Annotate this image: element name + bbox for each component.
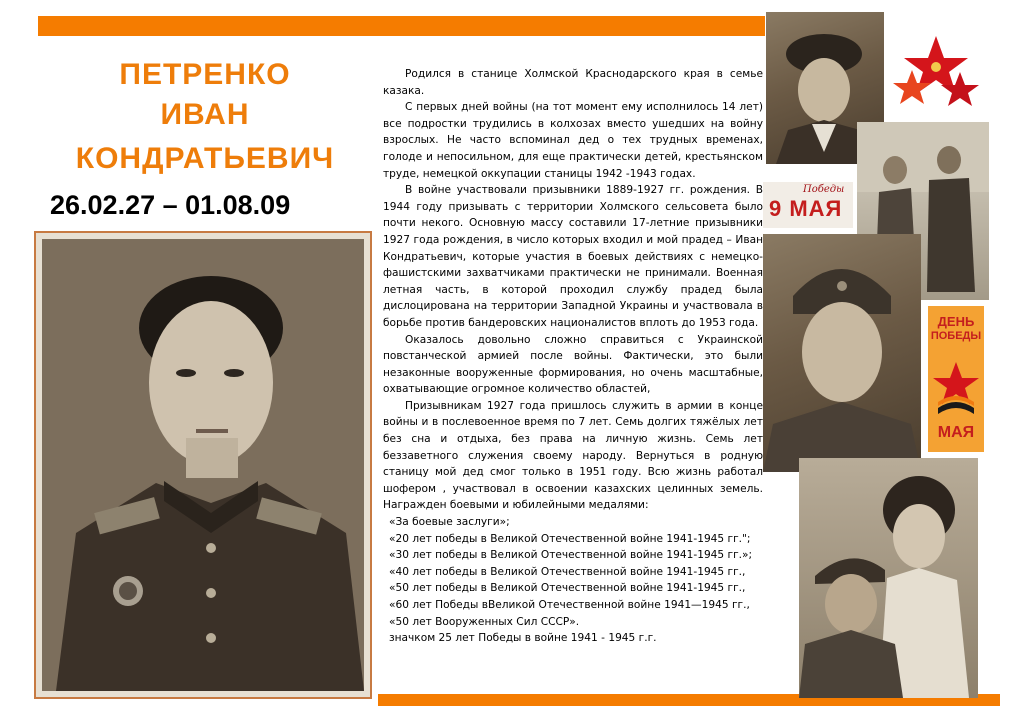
victory-day-bottom: МАЯ (937, 424, 975, 441)
victory-day-line2: ПОБЕДЫ (930, 330, 982, 342)
life-dates: 26.02.27 – 01.08.09 (50, 190, 291, 220)
medal-item: «За боевые заслуги»; (389, 516, 510, 529)
victory-day-line1: ДЕНЬ (937, 314, 975, 329)
biography-paragraph-2: С первых дней войны (на тот момент ему исполнилось 14 лет) все подростки трудились в колхозах вместо ушедших на войну взрослых. Не часто вспоминал дед о тех трудных временах, голоде и непосильном, для еще практически детей, крестьянском труде, немецкой оккупации станицы 1942 -1943 годах. (383, 101, 763, 180)
soldier-star-hat-drawing (763, 234, 921, 472)
nine-may-text: 9 МАЯ (769, 196, 843, 221)
name-first: ИВАН (160, 98, 250, 131)
photo-couple (799, 458, 978, 698)
star-ribbon-icon (928, 358, 984, 418)
medal-item: «50 лет Вооруженных Сил СССР». (389, 615, 580, 628)
star-icon (890, 30, 982, 112)
biography-paragraph-3: В войне участвовали призывники 1889-1927 гг. рождения. В 1944 году призывать с территории Холмского сельсовета было почти некого. Основную массу составили 17-летние призывники 1927 года рождения, в число которых входил и мой прадед – Иван Кондратьевич, которые участия в боевых действиях с немецко-фашистскими захватчиками практически не принимали. Военная летная часть, в которой проходил службу прадед была дислоцирована на территории Западной Украины и участвовала в борьбе против бандеровских националистов вплоть до 1953 года. (383, 184, 763, 329)
biography-paragraph-5: Призывникам 1927 года пришлось служить в армии в конце войны и в послевоенное время по 7 лет. Семь долгих тяжёлых лет без сна и отдыха, без права на личную жизнь. Семь лет беззаветного служения своему народу. Вернуться в родную станицу мой дед смог только в 1951 году. Всю жизнь работал шофером , участвовал в освоении казахских целинных земель. Награжден боевыми и юбилейными медалями: (383, 399, 763, 512)
photo-soldier-with-star-hat (763, 234, 921, 472)
portrait-drawing (36, 233, 370, 697)
stars-decoration (890, 30, 982, 112)
medal-item: «40 лет победы в Великой Отечественной войне 1941-1945 гг., (389, 565, 746, 578)
name-patronymic: КОНДРАТЬЕВИЧ (75, 142, 335, 175)
biography-paragraph-4: Оказалось довольно сложно справиться с Украинской повстанческой армией после войны. Фактически, это были незаконные вооруженные формирования, но очень масштабные, охватывающие огромное количество областей, (383, 333, 763, 396)
couple-drawing (799, 458, 978, 698)
nine-may-badge (763, 182, 853, 228)
medals-list (389, 514, 763, 647)
medal-item: «50 лет победы в Великой Отечественной войне 1941-1945 гг., (389, 582, 746, 595)
victory-day-badge (928, 306, 984, 452)
top-orange-bar (38, 16, 765, 36)
biography-paragraph-1: Родился в станице Холмской Краснодарского края в семье казака. (383, 68, 763, 97)
name-surname: ПЕТРЕНКО (119, 58, 291, 91)
nine-may-small-text: Победы (803, 184, 845, 195)
main-portrait-photo (34, 231, 372, 699)
medal-item: значком 25 лет Победы в войне 1941 - 1945 г.г. (389, 632, 657, 645)
biography-text (383, 66, 763, 647)
medal-item: «60 лет Победы вВеликой Отечественной войне 1941—1945 гг., (389, 599, 750, 611)
medal-item: «30 лет победы в Великой Отечественной войне 1941-1945 гг.»; (389, 549, 753, 562)
medal-item: «20 лет победы в Великой Отечественной войне 1941-1945 гг."; (389, 532, 751, 545)
